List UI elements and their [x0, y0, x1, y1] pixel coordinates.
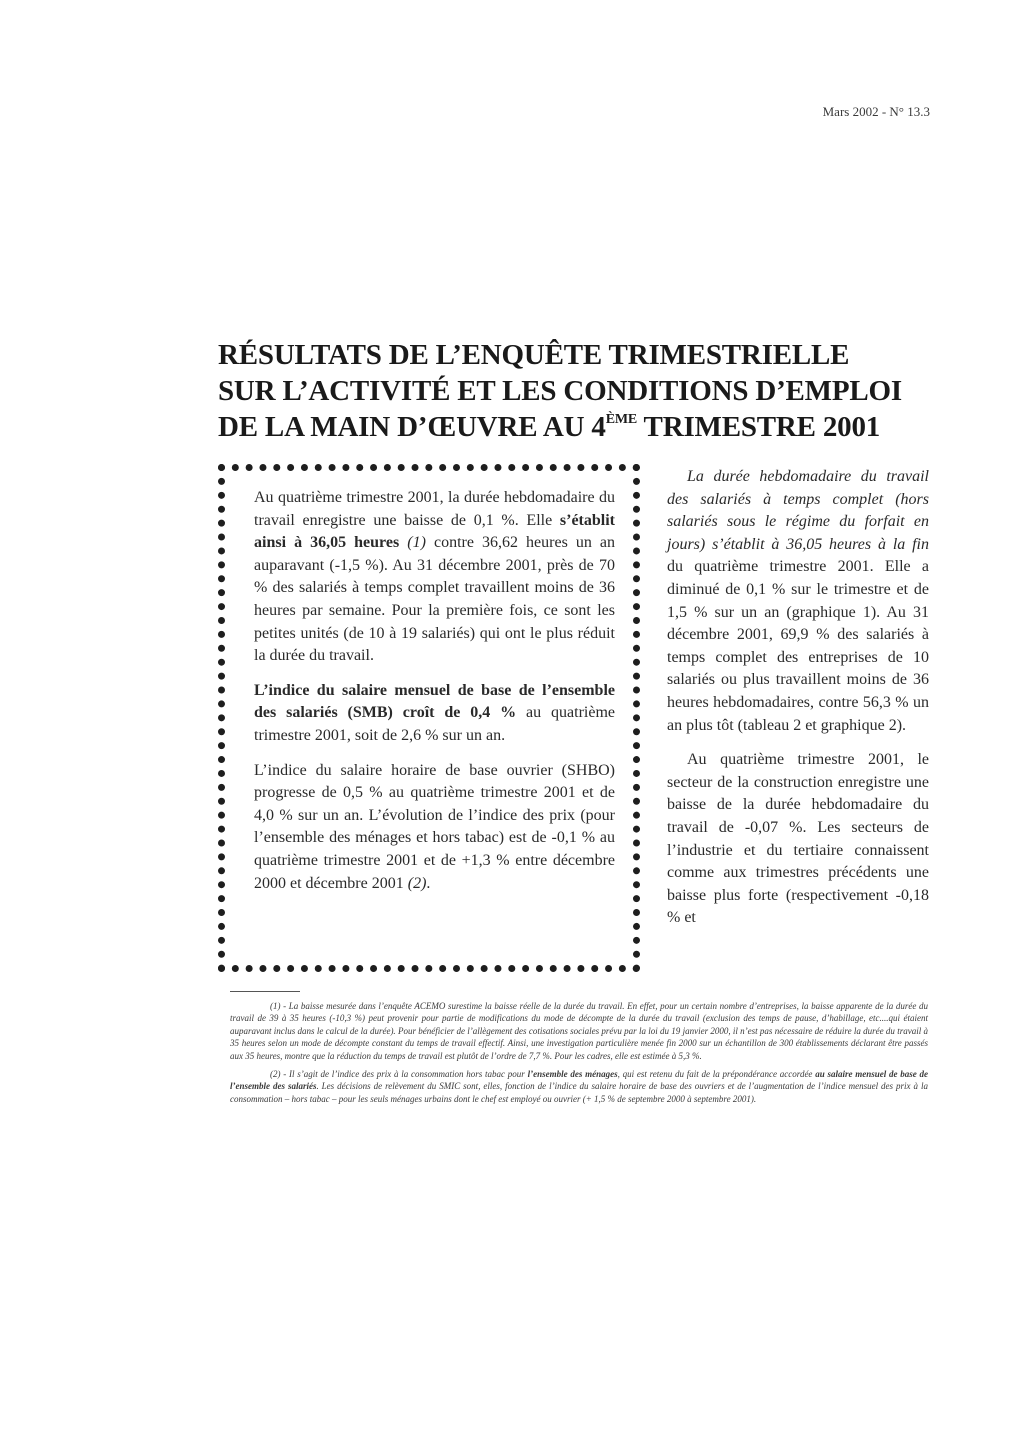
- summary-paragraph-duration: [254, 487, 615, 668]
- summary-p2-text: au quatrième trimestre 2001, soit de 2,6 % sur un an.: [254, 704, 615, 744]
- title-line-3-end: TRIMESTRE 2001: [637, 411, 881, 443]
- summary-paragraph-smb: [254, 680, 615, 748]
- body-paragraph-duration: [667, 466, 929, 737]
- footnote-2-bold-2: au salaire mensuel de base de l’ensemble des salariés: [230, 1069, 928, 1092]
- summary-p3-end: .: [426, 874, 431, 892]
- footnote-2: [230, 1068, 928, 1105]
- summary-p1-text-b: contre 36,62 heures un an auparavant (-1,5 %). Au 31 décembre 2001, près de 70 % des salariés à temps complet travaillent moins de 36 heures par semaine. Pour la première fois, ce sont les petites unités (de 10 à 19 salariés) qui ont le plus réduit la durée du travail.: [254, 534, 616, 665]
- footnote-2-text-c: . Les décisions de relèvement du SMIC sont, elles, fonction de l’indice du salaire horaire de base des ouvriers et de l’augmentation de l’indice mensuel des prix à la consommation – hors tabac – pour les seuls ménages urbains dont le chef est employé ou ouvrier (+ 1,5 % de septembre 2000 à septembre 2001).: [230, 1081, 928, 1104]
- page-title: [218, 337, 918, 445]
- summary-box: [218, 464, 640, 972]
- summary-p1-bold: s’établit ainsi à 36,05 heures: [254, 511, 615, 552]
- title-line-3-start: DE LA MAIN D’ŒUVRE AU 4: [218, 411, 606, 443]
- body-p1-text: du quatrième trimestre 2001. Elle a diminué de 0,1 % sur le trimestre et de 1,5 % sur un an (graphique 1). Au 31 décembre 2001, 69,9 % des salariés à temps complet des entreprises de 10 salariés ou plus travaillent moins de 36 heures hebdomadaires, contre 56,3 % un an plus tôt (tableau 2 et graphique 2).: [667, 558, 929, 734]
- body-paragraph-sectors: Au quatrième trimestre 2001, le secteur de la construction enregistre une baisse de la durée hebdomadaire du travail de -0,07 %. Les secteurs de l’industrie et du tertiaire connaissent comme aux trimestres précédents une baisse plus forte (respectivement -0,18 % et: [667, 751, 929, 927]
- footnotes: [230, 1000, 928, 1111]
- body-column-right: [667, 466, 929, 942]
- footnote-2-text-b: , qui est retenu du fait de la prépondérance accordée: [617, 1069, 816, 1080]
- title-line-2: SUR L’ACTIVITÉ ET LES CONDITIONS D’EMPLOI: [218, 375, 902, 407]
- footnote-ref-1: (1): [399, 534, 426, 552]
- footnote-separator: [230, 991, 300, 992]
- summary-paragraph-shbo: [254, 760, 615, 896]
- summary-p1-text-a: Au quatrième trimestre 2001, la durée hebdomadaire du travail enregistre une baisse de 0,1 %. Elle: [254, 489, 615, 529]
- summary-p2-bold: L’indice du salaire mensuel de base de l’ensemble des salariés (SMB) croît de 0,4 %: [254, 681, 615, 722]
- footnote-2-text-a: (2) - Il s’agit de l’indice des prix à la consommation hors tabac pour: [270, 1069, 528, 1080]
- summary-p3-text: L’indice du salaire horaire de base ouvrier (SHBO) progresse de 0,5 % au quatrième trimestre 2001 et de 4,0 % sur un an. L’évolution de l’indice des prix (pour l’ensemble des ménages et hors tabac) est de -0,1 % au quatrième trimestre 2001 et de +1,3 % entre décembre 2000 et décembre 2001: [254, 761, 615, 892]
- footnote-ref-2: (2): [407, 874, 427, 892]
- footnote-1: (1) - La baisse mesurée dans l’enquête ACEMO surestime la baisse réelle de la durée du travail. En effet, pour un certain nombre d’entreprises, la baisse apparente de la durée du travail de 39 à 35 heures (-10,3 %) peut provenir pour partie de modifications du mode de décompte de la durée du travail (exclusion des temps de pause, d’habillage, etc....qui étaient auparavant inclus dans le calcul de la durée). Pour bénéficier de l’allègement des cotisations sociales prévu par la loi du 19 janvier 2000, il n’est pas nécessaire de réduire la durée du travail à 35 heures selon un mode de décompte constant du temps de travail effectif. Ainsi, une investigation particulière menée fin 2000 sur un échantillon de 300 établissements déclarant être passés aux 35 heures, montre que la réduction du temps de travail est plutôt de l’ordre de 7,7 %. Pour les cadres, elle est estimée à 5,3 %.: [230, 1001, 928, 1061]
- title-line-3: [218, 409, 918, 445]
- body-p1-italic: La durée hebdomadaire du travail des salariés à temps complet (hors salariés sous le régime du forfait en jours) s’établit à 36,05 heures à la fin: [667, 468, 929, 553]
- title-superscript: ÈME: [605, 412, 638, 427]
- footnote-2-bold-1: l’ensemble des ménages: [527, 1069, 618, 1080]
- issue-reference: Mars 2002 - N° 13.3: [822, 104, 930, 119]
- title-line-1: RÉSULTATS DE L’ENQUÊTE TRIMESTRIELLE: [218, 339, 850, 371]
